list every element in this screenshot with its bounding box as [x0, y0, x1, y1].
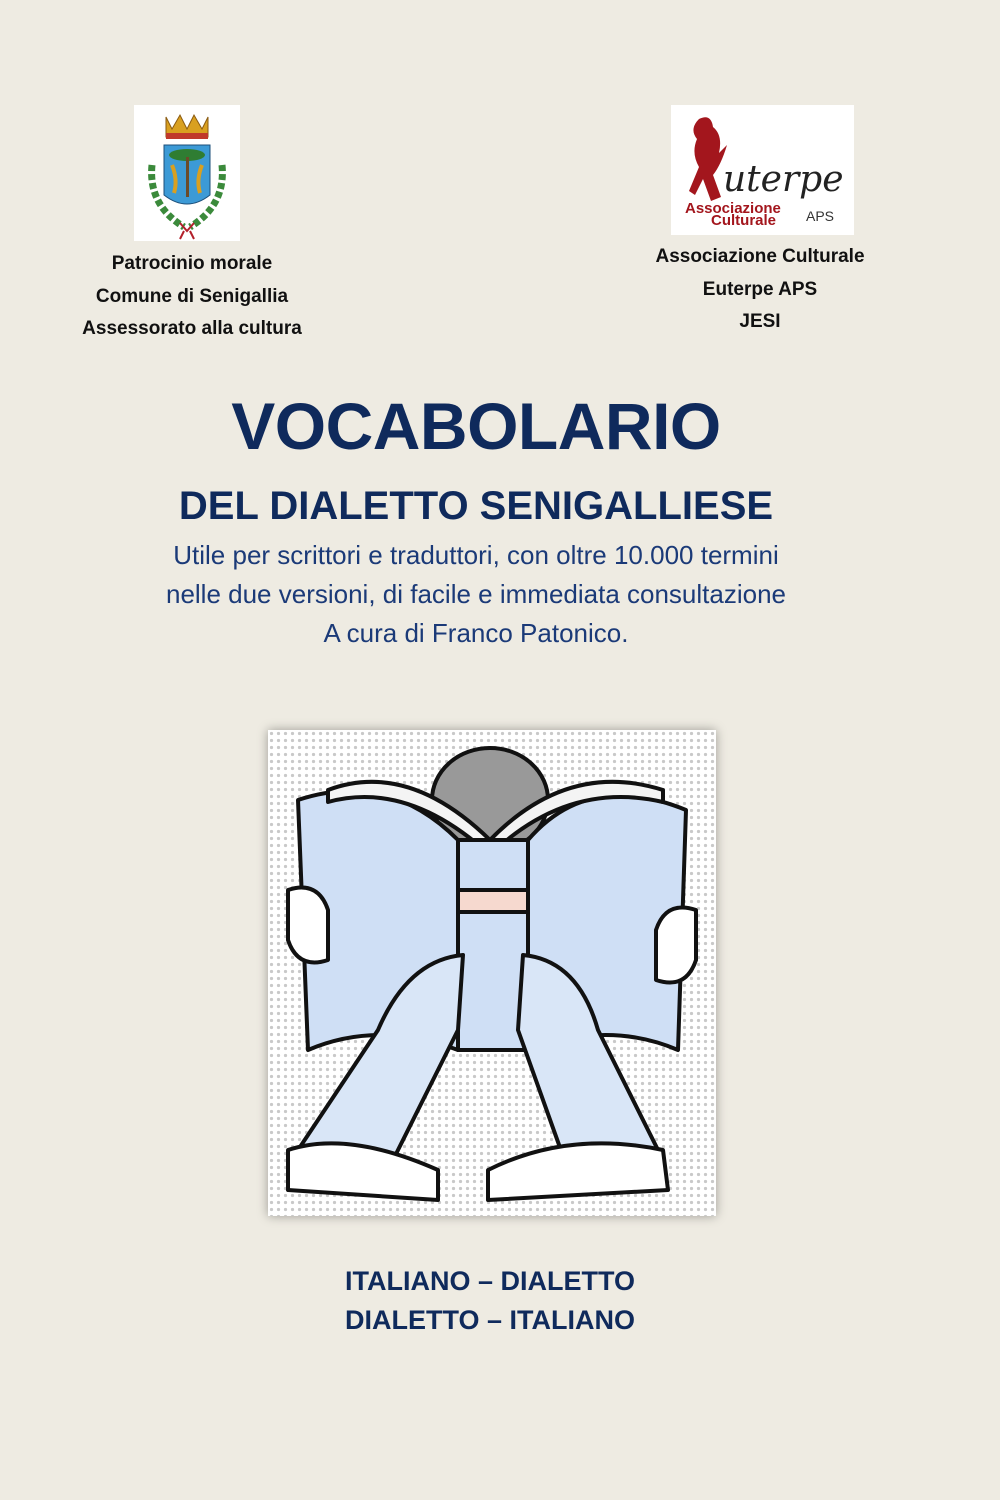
svg-text:APS: APS [806, 208, 835, 224]
org-line: Comune di Senigallia [95, 285, 289, 307]
logo-wordmark: uterpe [723, 159, 844, 200]
author-line: A cura di Franco Patonico. [323, 618, 629, 648]
org-line: Euterpe APS [702, 278, 818, 300]
language-direction: ITALIANO – DIALETTO [345, 1266, 635, 1296]
right-org-text [620, 241, 900, 339]
org-line: Assessorato alla cultura [82, 318, 302, 339]
reading-child-illustration [268, 730, 716, 1216]
book-subtitle: DEL DIALETTO SENIGALLIESE [178, 484, 774, 528]
svg-text:Associazione: Associazione [685, 200, 781, 217]
language-direction: DIALETTO – ITALIANO [345, 1305, 635, 1335]
svg-text:Culturale: Culturale [711, 212, 777, 229]
description-line: nelle due versioni, di facile e immediata consultazione [165, 579, 786, 609]
org-line: JESI [739, 311, 781, 332]
description-line: Utile per scrittori e traduttori, con oltre 10.000 termini [173, 540, 779, 570]
senigallia-coat-of-arms [134, 105, 240, 241]
euterpe-logo [671, 105, 854, 235]
org-line: Associazione Culturale [655, 246, 865, 267]
book-title: VOCABOLARIO [231, 389, 721, 463]
left-org-text [52, 248, 332, 346]
org-line: Patrocinio morale [111, 253, 273, 274]
